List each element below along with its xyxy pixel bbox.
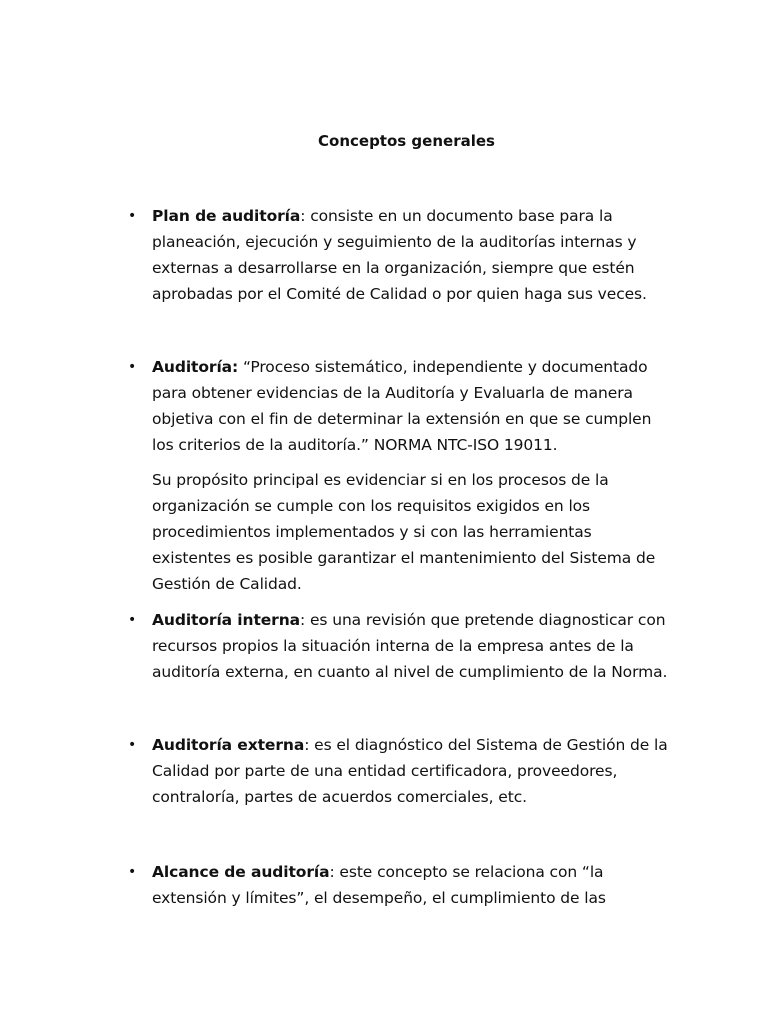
list-item-alcance-de-auditoria <box>128 859 672 911</box>
bullet-icon: • <box>128 612 137 628</box>
paragraph-proposito: Su propósito principal es evidenciar si en los procesos de la organización se cumple con los requisitos exigidos en los procedimientos implementados y si con las herramientas existentes es posible garantizar el mantenimiento del Sistema de Gestión de Calidad. <box>152 471 656 593</box>
bullet-icon: • <box>128 737 137 753</box>
list-item-auditoria-externa <box>128 732 672 810</box>
definition-auditoria: “Proceso sistemático, independiente y documentado para obtener evidencias de la Auditoría y Evaluarla de manera objetiva con el fin de determinar la extensión en que se cumplen los criterios de la auditoría.” NORMA NTC-ISO 19011. <box>152 358 652 454</box>
definition-auditoria-interna: : es una revisión que pretende diagnosticar con recursos propios la situación interna de la empresa antes de la auditoría externa, en cuanto al nivel de cumplimiento de la Norma. <box>152 611 668 681</box>
definition-alcance-de-auditoria: : este concepto se relaciona con “la extensión y límites”, el desempeño, el cumplimiento de las <box>152 863 606 907</box>
page-title: Conceptos generales <box>318 132 495 150</box>
definition-auditoria-externa: : es el diagnóstico del Sistema de Gestión de la Calidad por parte de una entidad certificadora, proveedores, contraloría, partes de acuerdos comerciales, etc. <box>152 736 668 806</box>
list-item-auditoria <box>128 354 672 458</box>
definition-plan-de-auditoria: : consiste en un documento base para la planeación, ejecución y seguimiento de la auditorías internas y externas a desarrollarse en la organización, siempre que estén aprobadas por el Comité de Calidad o por quien haga sus veces. <box>152 207 647 303</box>
bullet-icon: • <box>128 864 137 880</box>
term-auditoria-externa: Auditoría externa <box>152 736 305 754</box>
term-alcance-de-auditoria: Alcance de auditoría <box>152 863 330 881</box>
bullet-icon: • <box>128 208 137 224</box>
list-item-plan-de-auditoria <box>128 203 672 307</box>
term-auditoria-interna: Auditoría interna <box>152 611 301 629</box>
bullet-icon: • <box>128 359 137 375</box>
term-plan-de-auditoria: Plan de auditoría <box>152 207 301 225</box>
list-item-auditoria-interna <box>128 607 672 685</box>
term-auditoria: Auditoría: <box>152 358 239 376</box>
